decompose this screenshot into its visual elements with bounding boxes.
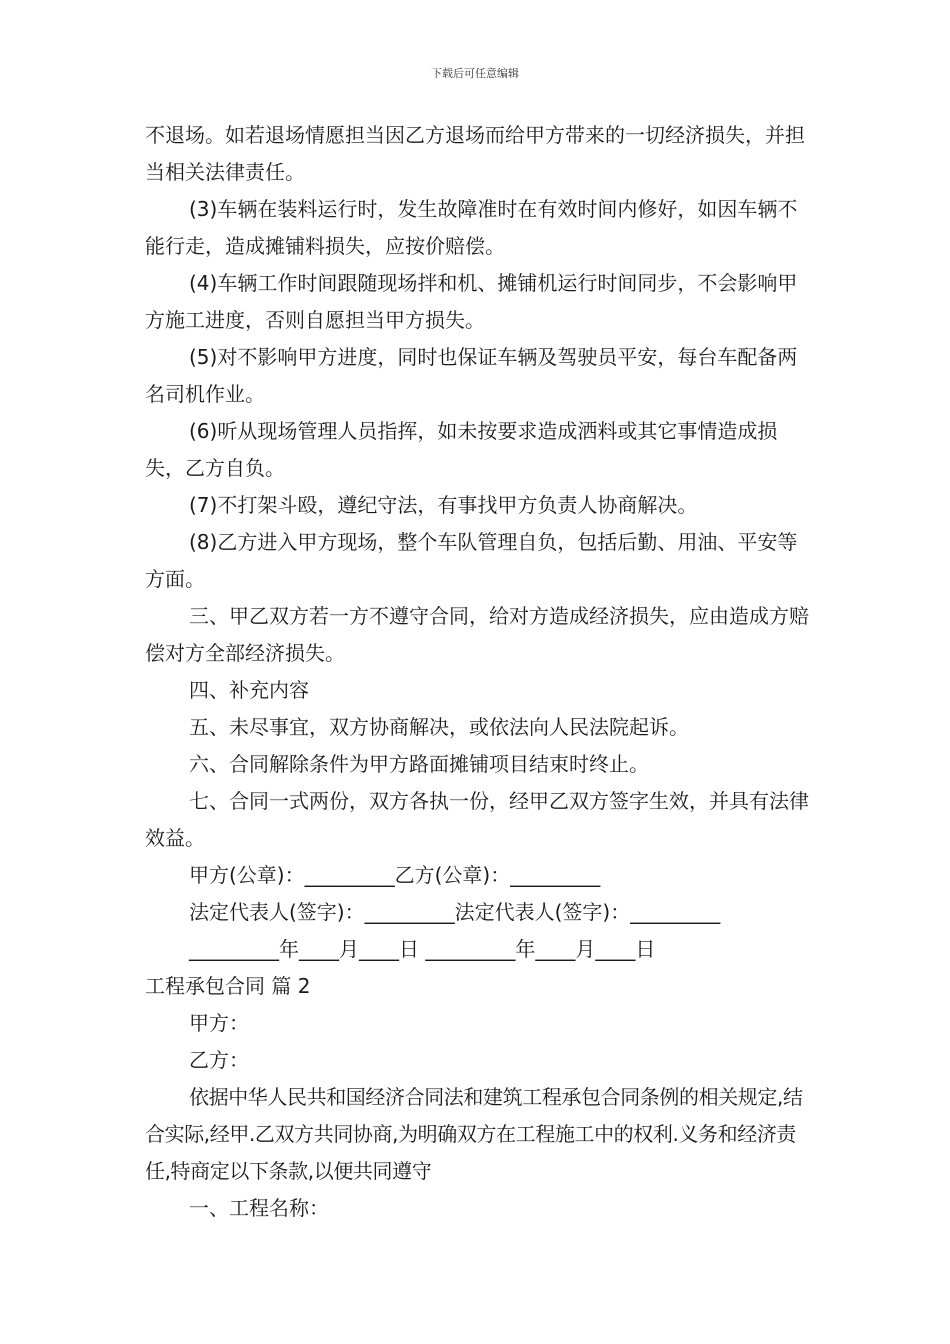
- signature-date-line: _________年____月____日 _________年____月____日: [189, 937, 656, 961]
- clause-4: (4)车辆工作时间跟随现场拌和机、摊铺机运行时间同步，不会影响甲方施工进度，否则自愿担当甲方损失。: [145, 271, 798, 332]
- page-header-note: 下载后可任意编辑: [431, 67, 519, 80]
- contract-2-title: 工程承包合同 篇 2: [145, 974, 311, 998]
- section-4: 四、补充内容: [189, 678, 309, 702]
- section-7: 七、合同一式两份，双方各执一份，经甲乙双方签字生效，并具有法律效益。: [145, 789, 809, 850]
- paragraph-continuation: 不退场。如若退场情愿担当因乙方退场而给甲方带来的一切经济损失，并担当相关法律责任。: [145, 123, 805, 184]
- clause-5: (5)对不影响甲方进度，同时也保证车辆及驾驶员平安，每台车配备两名司机作业。: [145, 345, 798, 406]
- project-name-line: 一、工程名称：: [189, 1196, 329, 1220]
- signature-party-line: 甲方(公章)：_________乙方(公章)：_________: [189, 863, 601, 887]
- clause-3: (3)车辆在装料运行时，发生故障准时在有效时间内修好，如因车辆不能行走，造成摊铺料损失，应按价赔偿。: [145, 197, 798, 258]
- party-a-line: 甲方：: [189, 1011, 249, 1035]
- clause-6: (6)听从现场管理人员指挥，如未按要求造成洒料或其它事情造成损失，乙方自负。: [145, 419, 778, 480]
- section-3: 三、甲乙双方若一方不遵守合同，给对方造成经济损失，应由造成方赔偿对方全部经济损失。: [145, 604, 809, 665]
- contract-2-preamble: 依据中华人民共和国经济合同法和建筑工程承包合同条例的相关规定,结合实际,经甲.乙双方共同协商,为明确双方在工程施工中的权利.义务和经济责任,特商定以下条款,以便共同遵守: [145, 1085, 803, 1183]
- signature-representative-line: 法定代表人(签字)：_________法定代表人(签字)：_________: [189, 900, 721, 924]
- section-5: 五、未尽事宜，双方协商解决，或依法向人民法院起诉。: [189, 715, 689, 739]
- party-b-line: 乙方：: [189, 1048, 249, 1072]
- clause-7: (7)不打架斗殴，遵纪守法，有事找甲方负责人协商解决。: [189, 493, 698, 517]
- document-body: [145, 117, 810, 1227]
- section-6: 六、合同解除条件为甲方路面摊铺项目结束时终止。: [189, 752, 649, 776]
- clause-8: (8)乙方进入甲方现场，整个车队管理自负，包括后勤、用油、平安等方面。: [145, 530, 798, 591]
